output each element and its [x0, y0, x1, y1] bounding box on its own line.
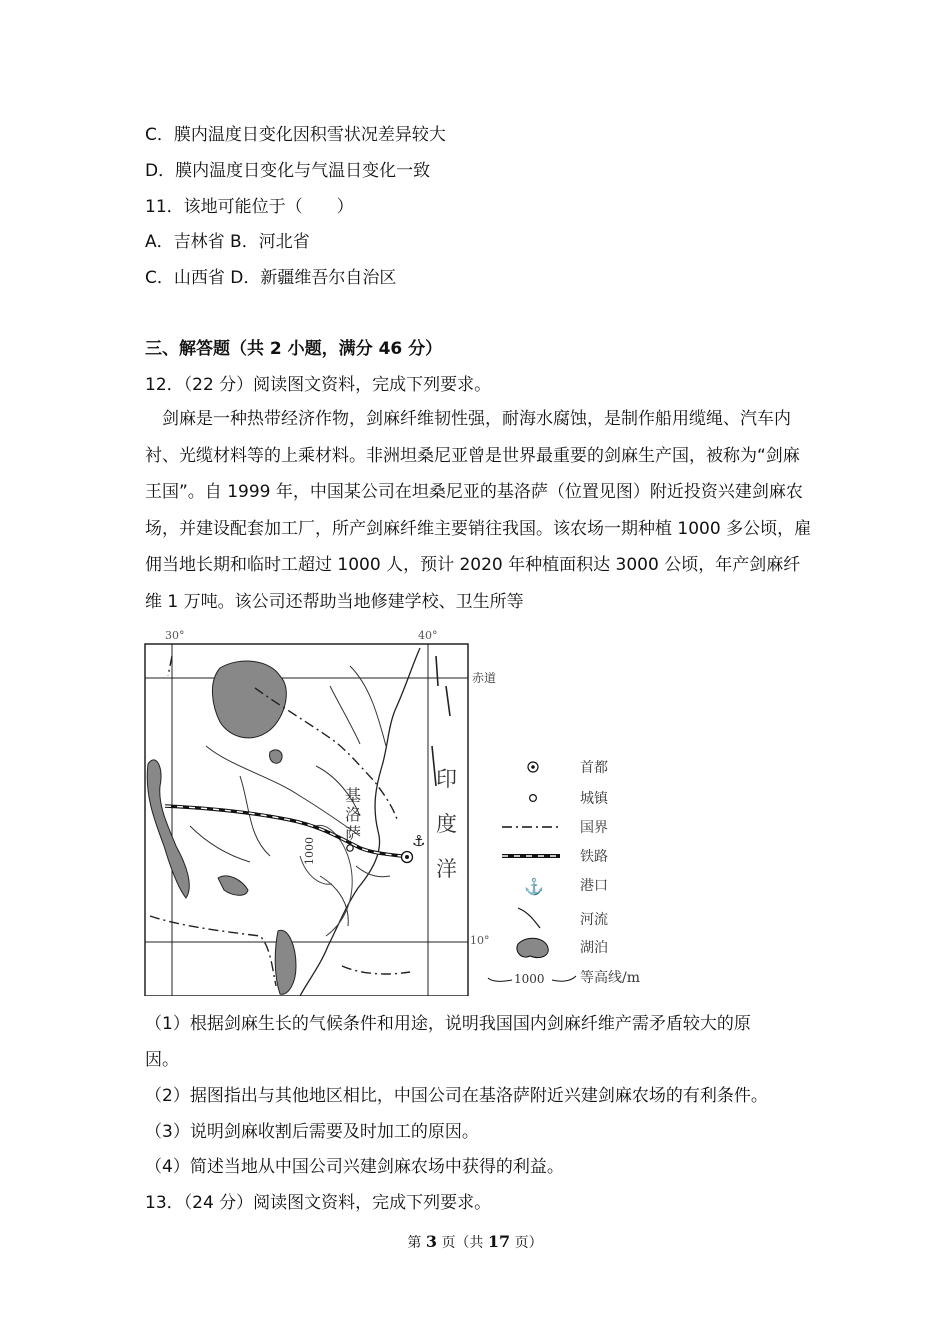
legend-lake-icon	[517, 938, 548, 957]
footer-suffix: 页）	[514, 1235, 543, 1251]
kilosa-town	[347, 845, 353, 851]
footer-total: 17	[487, 1232, 511, 1251]
lat-10-label: 10°	[470, 934, 490, 947]
legend-port-label: 港口	[580, 878, 608, 894]
option-10d: D．膜内温度日变化与气温日变化一致	[145, 161, 431, 181]
question-12-passage: 剑麻是一种热带经济作物，剑麻纤维韧性强，耐海水腐蚀，是制作船用缆绳、汽车内衬、光缆材料等的上乘材料。非洲坦桑尼亚曾是世界最重要的剑麻生产国，被称为“剑麻王国”。自 1999 年，中国某公司在坦桑尼亚的基洛萨（位置见图）附近投资兴建剑麻农场，并建设配套加工厂，所产剑麻纤维主要销往我国。该农场一期种植 1000 多公顷，雇佣当地长期和临时工超过 1000 人，预计 2020 年种植面积达 3000 公顷，年产剑麻纤维 1 万吨。该公司还帮助当地修建学校、卫生所等	[145, 409, 812, 612]
contour-label: 1000	[303, 837, 316, 865]
legend-port-icon: ⚓	[524, 877, 544, 896]
legend-contour-value: 1000	[514, 972, 545, 986]
sub-question-4: （4）简述当地从中国公司兴建剑麻农场中获得的利益。	[145, 1157, 564, 1177]
footer-prefix: 第	[407, 1235, 422, 1251]
kilosa-char-3: 萨	[345, 824, 362, 843]
legend-railway-label: 铁路	[580, 849, 608, 865]
footer-middle: 页（共	[441, 1235, 484, 1251]
question-11-options-cd: C．山西省 D．新疆维吾尔自治区	[145, 268, 397, 288]
legend-river-label: 河流	[580, 912, 608, 928]
tanzania-map	[120, 626, 660, 996]
legend-border-label: 国界	[580, 820, 608, 836]
map-legend	[488, 760, 640, 986]
legend-capital-label: 首都	[580, 760, 608, 776]
question-11-options-ab: A．吉林省 B．河北省	[145, 232, 310, 252]
equator-label: 赤道	[472, 671, 497, 685]
question-12-stem: 12．（22 分）阅读图文资料，完成下列要求。	[145, 375, 492, 395]
option-10c: C．膜内温度日变化因积雪状况差异较大	[145, 125, 446, 145]
legend-town-label: 城镇	[580, 791, 608, 807]
sub-question-1a: （1）根据剑麻生长的气候条件和用途，说明我国国内剑麻纤维产需矛盾较大的原	[145, 1014, 751, 1034]
question-11-stem: 11．该地可能位于（ ）	[145, 197, 354, 217]
lon-30-label: 30°	[165, 629, 185, 642]
kilosa-char-1: 基	[345, 786, 362, 805]
page-footer	[0, 1232, 950, 1252]
question-13-stem: 13．（24 分）阅读图文资料，完成下列要求。	[145, 1193, 492, 1213]
lon-40-label: 40°	[418, 629, 438, 642]
legend-capital-dot	[531, 765, 535, 769]
ocean-char-3: 洋	[436, 857, 457, 881]
sub-question-1b: 因。	[145, 1050, 179, 1070]
legend-town-icon	[530, 795, 537, 802]
sub-question-2: （2）据图指出与其他地区相比，中国公司在基洛萨附近兴建剑麻农场的有利条件。	[145, 1086, 768, 1106]
capital-dot	[405, 855, 409, 859]
ocean-char-1: 印	[436, 767, 457, 791]
legend-lake-label: 湖泊	[580, 940, 608, 956]
sub-question-3: （3）说明剑麻收割后需要及时加工的原因。	[145, 1122, 479, 1142]
port-symbol: ⚓	[412, 832, 426, 850]
kilosa-char-2: 洛	[345, 805, 362, 824]
legend-river-icon	[518, 908, 540, 928]
legend-contour-label: 等高线/m	[580, 970, 640, 986]
section-title: 三、解答题（共 2 小题，满分 46 分）	[145, 339, 443, 359]
footer-page: 3	[425, 1232, 437, 1251]
lake-small	[270, 750, 282, 763]
map-frame	[145, 644, 468, 996]
ocean-char-2: 度	[436, 812, 457, 836]
